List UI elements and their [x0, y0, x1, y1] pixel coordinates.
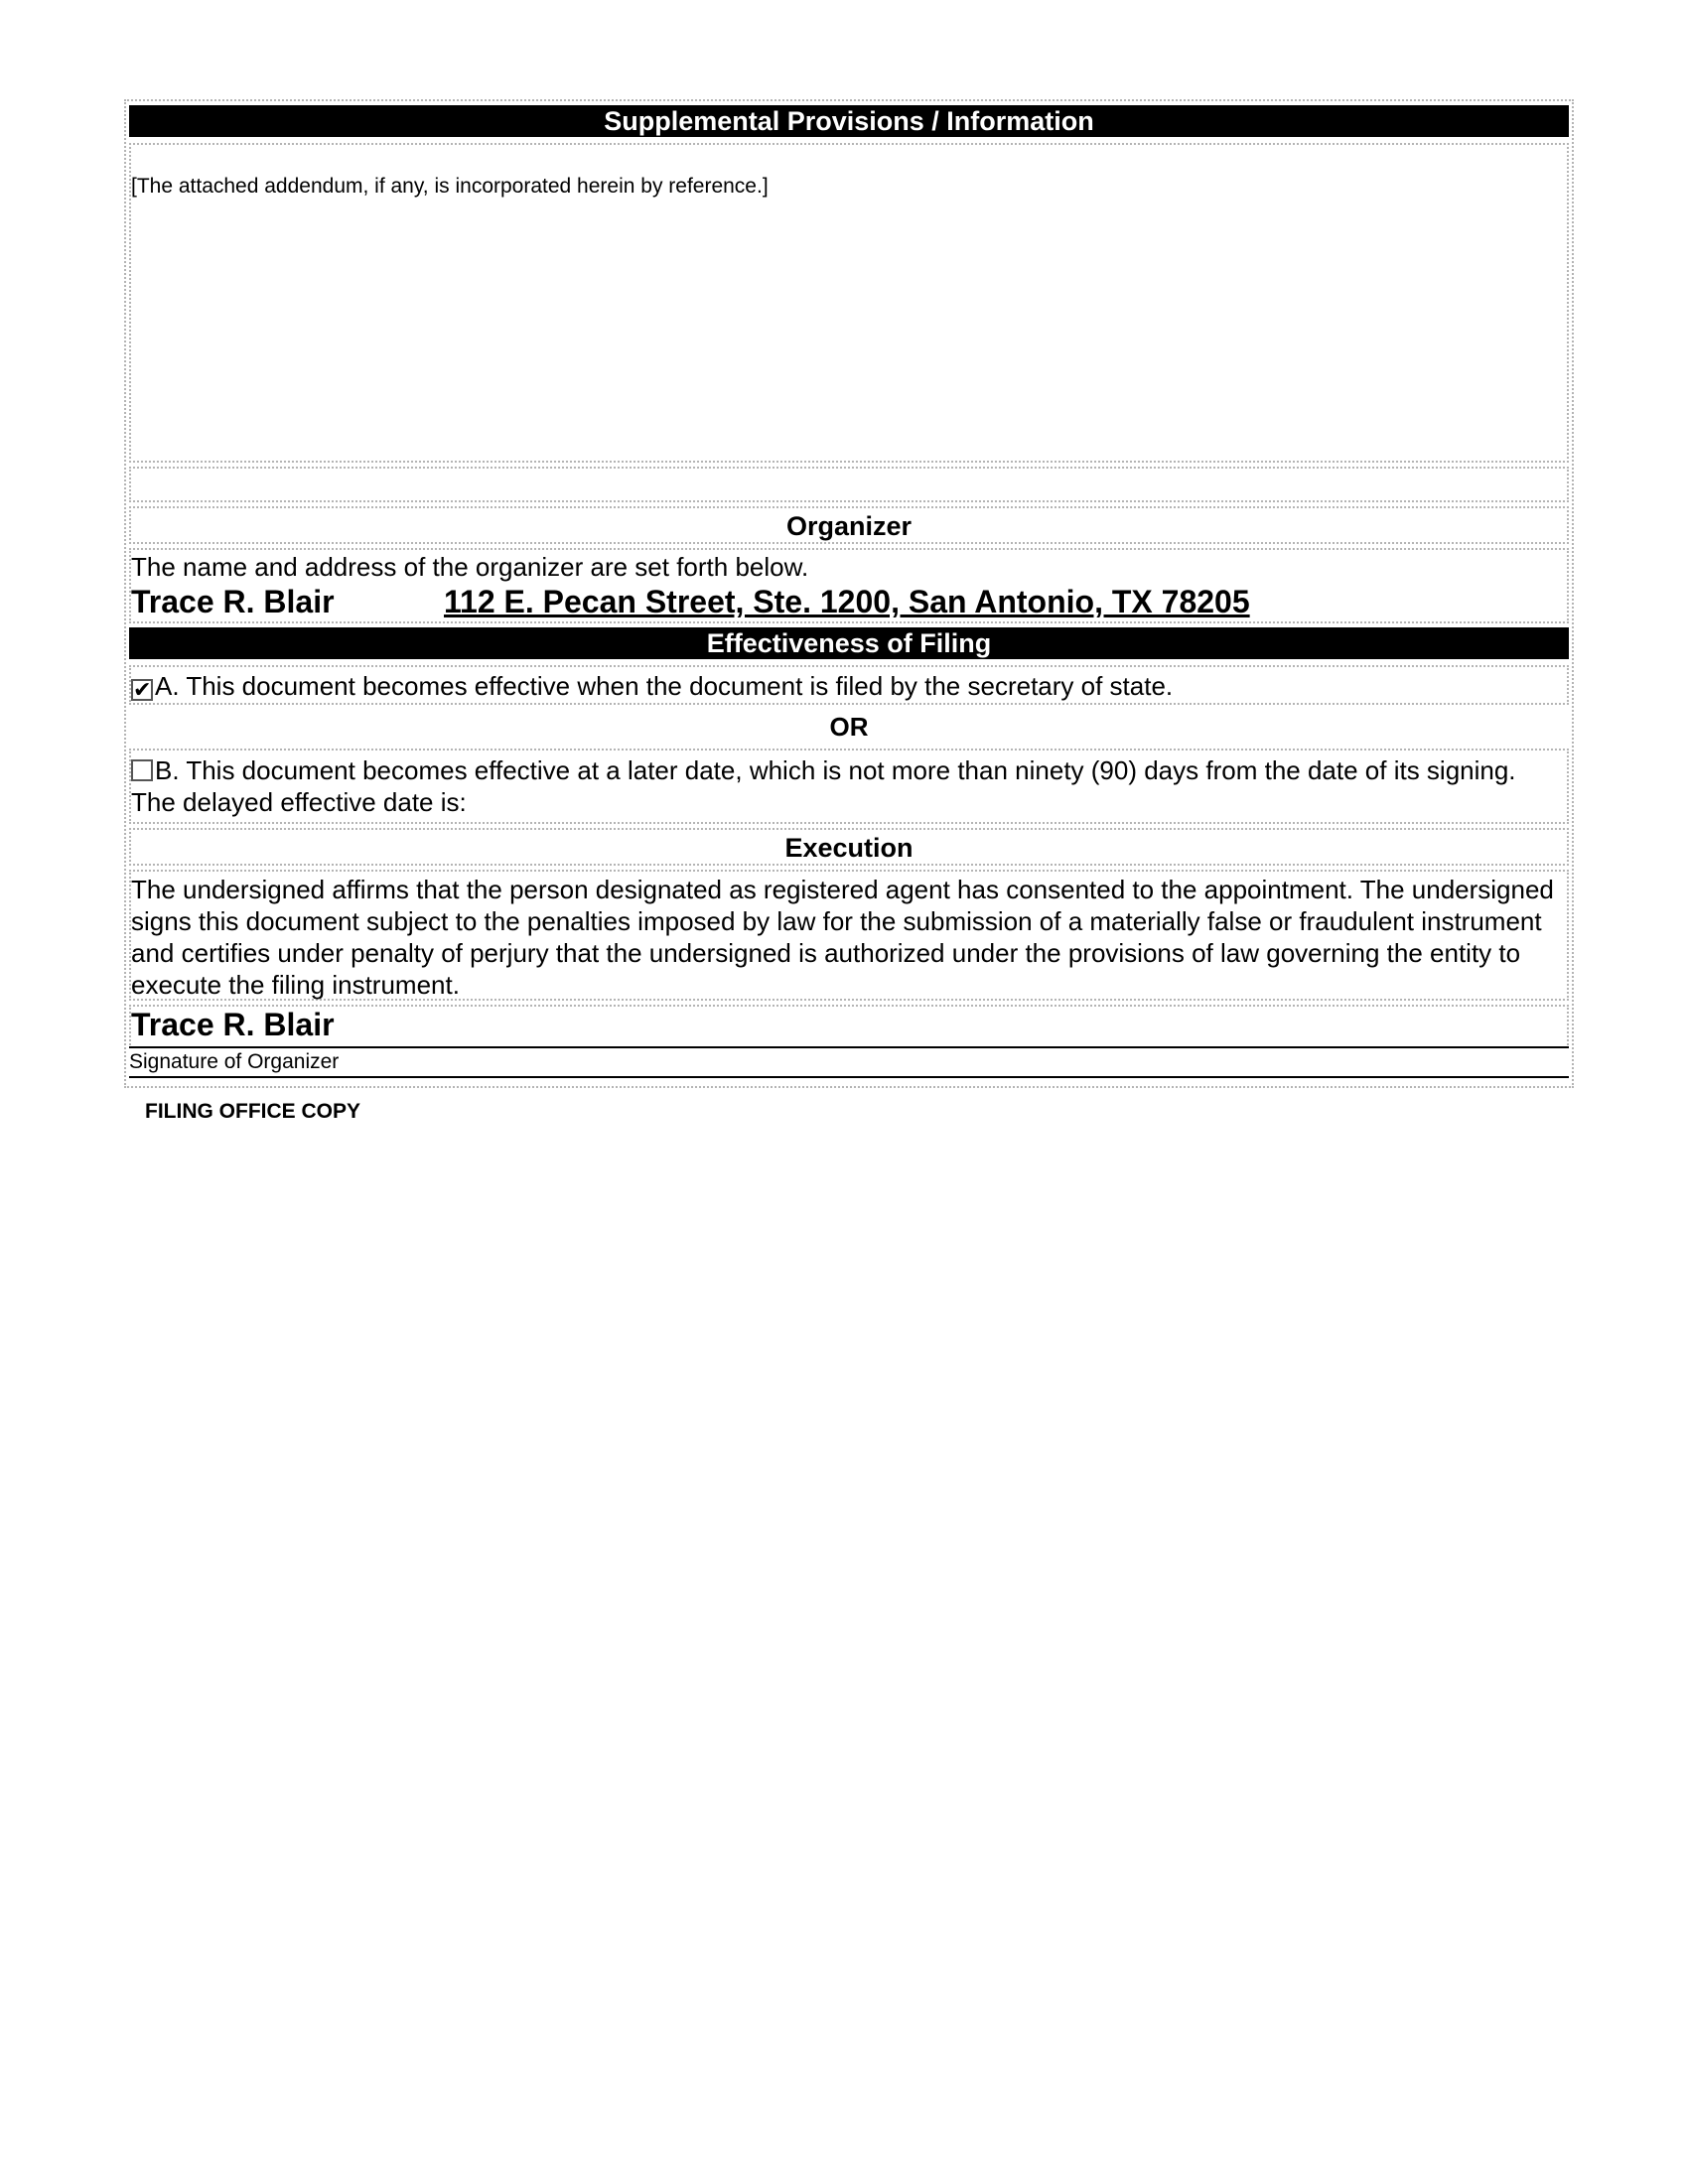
signature-line: [129, 1046, 1569, 1048]
option-a-text: A. This document becomes effective when the document is filed by the secretary of state.: [155, 671, 1174, 701]
checkmark-icon: ✔: [133, 677, 152, 702]
organizer-name: Trace R. Blair: [131, 584, 335, 619]
organizer-intro: The name and address of the organizer are set forth below.: [131, 552, 809, 582]
signature-name: Trace R. Blair: [131, 1007, 335, 1042]
execution-text-box: [129, 870, 1569, 1001]
organizer-info: [129, 548, 1569, 623]
option-b-text: B. This document becomes effective at a later date, which is not more than ninety (90) days from the date of its signing. The delayed effective date is:: [131, 755, 1516, 817]
signature-label: Signature of Organizer: [129, 1050, 340, 1073]
execution-text: The undersigned affirms that the person designated as registered agent has consented to the appointment. The undersigned signs this document subject to the penalties imposed by law for the submission of a materially false or fraudulent instrument and certifies under penalty of perjury that the undersigned is authorized under the provisions of law governing the entity to execute the filing instrument.: [131, 875, 1554, 1000]
supplemental-text: [The attached addendum, if any, is incorporated herein by reference.]: [131, 175, 769, 198]
filing-office-copy-label: FILING OFFICE COPY: [145, 1100, 361, 1123]
option-a-row: [129, 665, 1569, 705]
option-b-checkbox[interactable]: [131, 759, 153, 781]
option-b-row: [129, 749, 1569, 824]
organizer-address: 112 E. Pecan Street, Ste. 1200, San Antonio, TX 78205: [444, 584, 1250, 619]
blank-row: [129, 467, 1569, 502]
signature-row: [129, 1005, 1569, 1048]
option-a-checkbox[interactable]: [131, 679, 153, 701]
signature-label-underline: [129, 1076, 1569, 1078]
or-label: OR: [829, 712, 869, 742]
effectiveness-header: Effectiveness of Filing: [129, 627, 1569, 659]
execution-header: Execution: [129, 828, 1569, 866]
supplemental-text-box: [129, 143, 1569, 463]
organizer-header: Organizer: [129, 506, 1569, 544]
supplemental-header: Supplemental Provisions / Information: [129, 105, 1569, 137]
filing-form: [124, 99, 1574, 1088]
